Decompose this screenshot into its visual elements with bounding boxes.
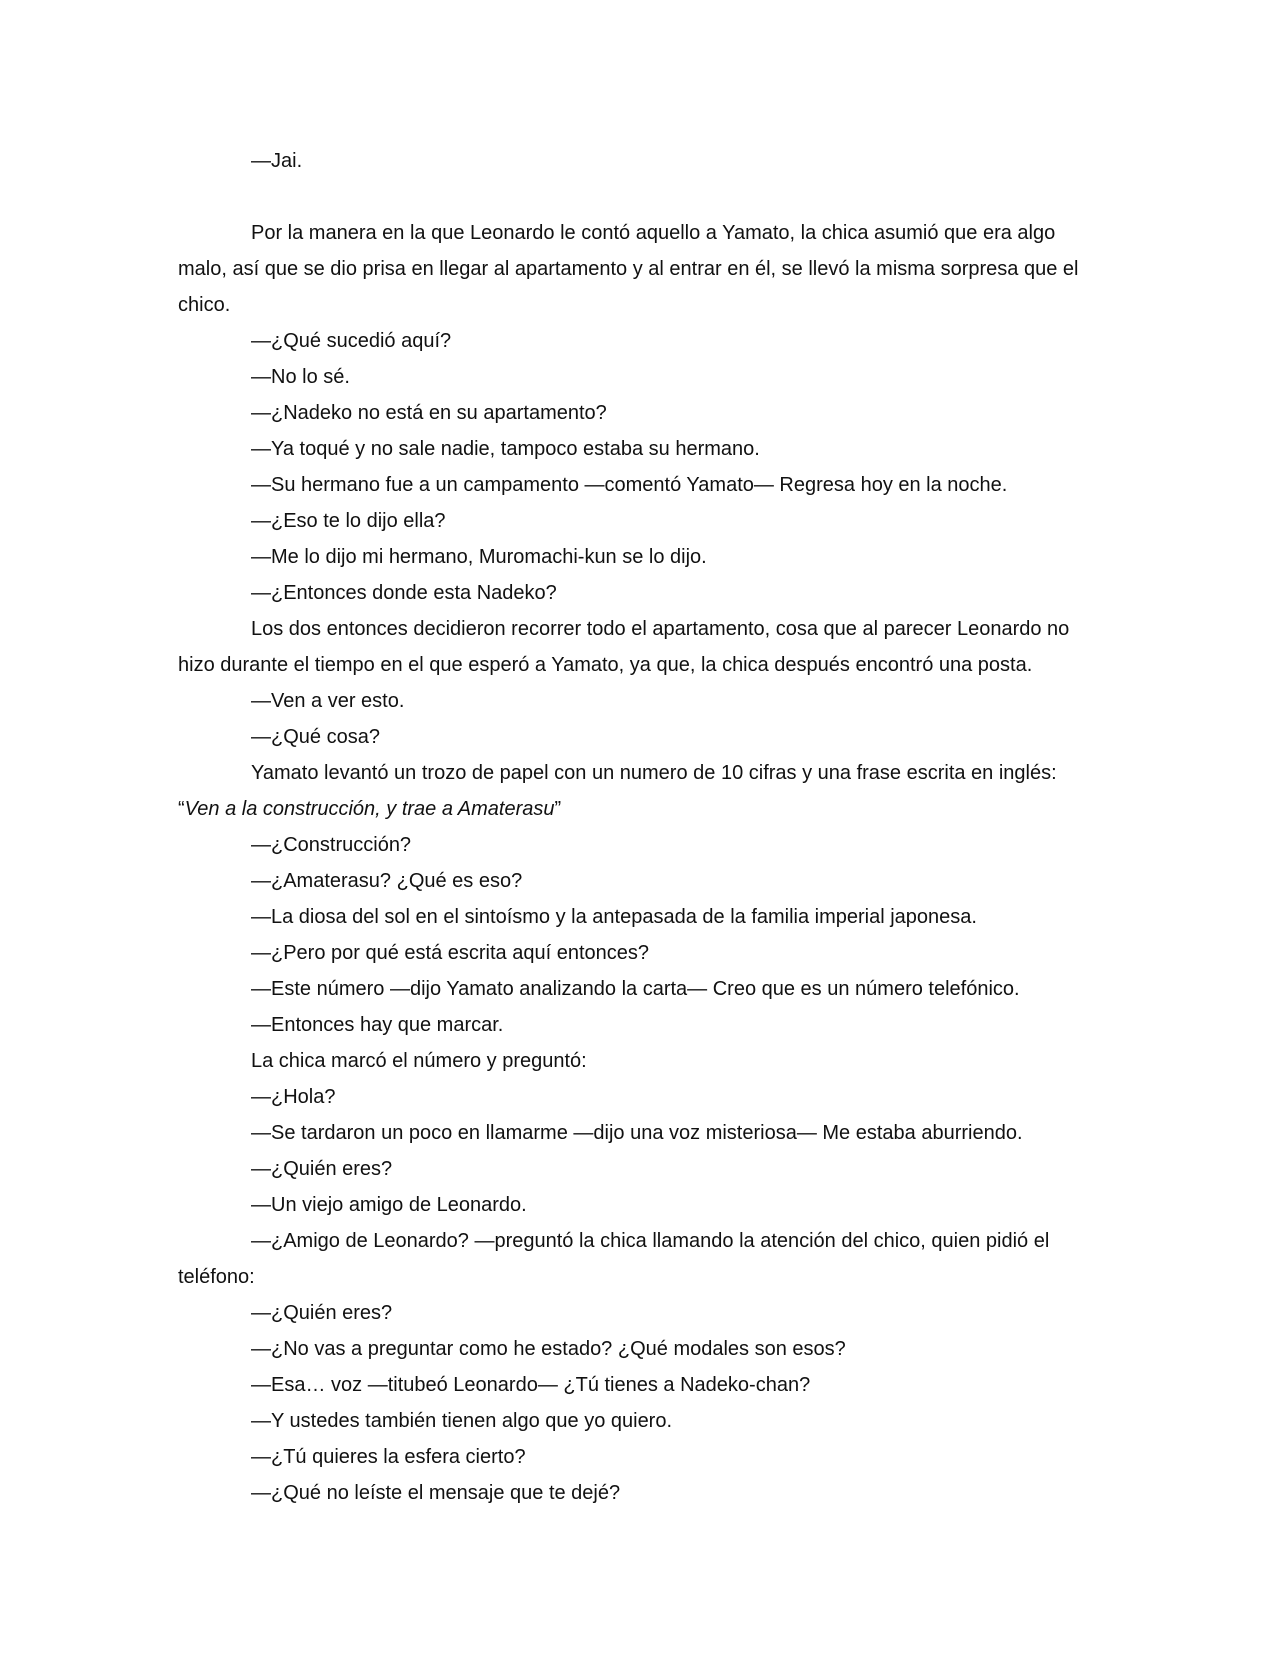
quote-open-mark: “	[178, 798, 185, 820]
paragraph: Los dos entonces decidieron recorrer todo el apartamento, cosa que al parecer Leonardo no hizo durante el tiempo en el que esperó a Yamato, ya que, la chica después encontró una posta.	[178, 618, 1070, 676]
paragraph: —Se tardaron un poco en llamarme —dijo una voz misteriosa— Me estaba aburriendo.	[251, 1122, 1023, 1144]
paragraph: —¿Quién eres?	[251, 1158, 393, 1180]
paragraph: —¿Tú quieres la esfera cierto?	[251, 1446, 526, 1468]
quote-text: Ven a la construcción, y trae a Amaterasu	[184, 798, 555, 820]
paragraph: —¿Amigo de Leonardo? —preguntó la chica llamando la atención del chico, quien pidió el teléfono:	[178, 1230, 1050, 1288]
paragraph: —¿Hola?	[251, 1086, 336, 1108]
paragraph: —¿Entonces donde esta Nadeko?	[251, 582, 557, 604]
paragraph: —Su hermano fue a un campamento —comentó Yamato— Regresa hoy en la noche.	[251, 474, 1008, 496]
document-body	[178, 143, 1102, 1511]
quoted-message	[178, 791, 1102, 827]
paragraph: —¿Nadeko no está en su apartamento?	[251, 402, 607, 424]
paragraph: —¿Qué no leíste el mensaje que te dejé?	[251, 1482, 621, 1504]
paragraph: —Ya toqué y no sale nadie, tampoco estaba su hermano.	[251, 438, 760, 460]
paragraph: —Este número —dijo Yamato analizando la carta— Creo que es un número telefónico.	[251, 978, 1020, 1000]
paragraph: —No lo sé.	[251, 366, 350, 388]
paragraph: —¿Qué sucedió aquí?	[251, 330, 452, 352]
paragraph: —Entonces hay que marcar.	[251, 1014, 504, 1036]
paragraph: —¿Qué cosa?	[251, 726, 380, 748]
paragraph: La chica marcó el número y preguntó:	[251, 1050, 587, 1072]
paragraph: Yamato levantó un trozo de papel con un numero de 10 cifras y una frase escrita en inglés:	[251, 762, 1057, 784]
paragraph: —¿Quién eres?	[251, 1302, 393, 1324]
paragraph: —Me lo dijo mi hermano, Muromachi-kun se lo dijo.	[251, 546, 707, 568]
paragraph: Por la manera en la que Leonardo le contó aquello a Yamato, la chica asumió que era algo malo, así que se dio prisa en llegar al apartamento y al entrar en él, se llevó la misma sorpresa que el chico.	[178, 222, 1079, 316]
paragraph: —¿Pero por qué está escrita aquí entonces?	[251, 942, 650, 964]
paragraph: —¿No vas a preguntar como he estado? ¿Qué modales son esos?	[251, 1338, 846, 1360]
quote-close-mark: ”	[554, 798, 562, 820]
paragraph: —Jai.	[251, 150, 303, 172]
paragraph: —Un viejo amigo de Leonardo.	[251, 1194, 527, 1216]
paragraph: —La diosa del sol en el sintoísmo y la antepasada de la familia imperial japonesa.	[251, 906, 977, 928]
paragraph: —¿Construcción?	[251, 834, 412, 856]
paragraph: —¿Amaterasu? ¿Qué es eso?	[251, 870, 523, 892]
paragraph: —Esa… voz —titubeó Leonardo— ¿Tú tienes a Nadeko-chan?	[251, 1374, 811, 1396]
paragraph: —Ven a ver esto.	[251, 690, 405, 712]
paragraph: —¿Eso te lo dijo ella?	[251, 510, 446, 532]
paragraph: —Y ustedes también tienen algo que yo quiero.	[251, 1410, 673, 1432]
